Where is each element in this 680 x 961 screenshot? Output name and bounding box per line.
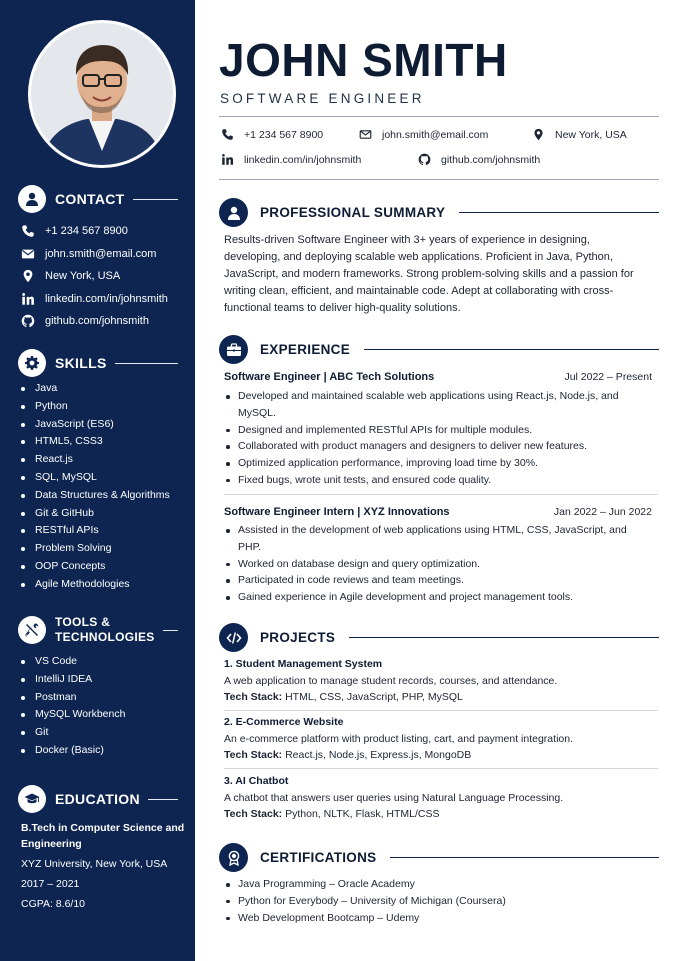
- list-item: Gained experience in Agile development and project management tools.: [224, 589, 644, 606]
- header-phone: +1 234 567 8900: [221, 128, 323, 141]
- avatar: [31, 23, 173, 165]
- divider: [364, 349, 659, 350]
- divider: [219, 116, 659, 117]
- list-item: Docker (Basic): [21, 742, 125, 760]
- divider: [219, 179, 659, 180]
- project-desc: A chatbot that answers user queries using Natural Language Processing.: [224, 791, 564, 804]
- contact-item-linkedin: [21, 288, 168, 311]
- project-title: 2. E-Commerce Website: [224, 716, 344, 728]
- list-item: Assisted in the development of web applications using HTML, CSS, JavaScript, and PHP.: [224, 522, 644, 556]
- education-block: [21, 820, 186, 912]
- contact-title: CONTACT: [55, 191, 125, 207]
- list-item: Agile Methodologies: [21, 576, 170, 594]
- list-item: SQL, MySQL: [21, 469, 170, 487]
- list-item: Java Programming – Oracle Academy: [224, 876, 506, 893]
- tools-title: TOOLS & TECHNOLOGIES: [55, 615, 155, 644]
- skills-heading: [18, 349, 178, 377]
- list-item: IntelliJ IDEA: [21, 671, 125, 689]
- code-icon: [219, 623, 248, 652]
- list-item: Problem Solving: [21, 540, 170, 558]
- graduation-cap-icon: [18, 785, 46, 813]
- job-title: Software Engineer | ABC Tech Solutions: [224, 371, 435, 383]
- header-github: github.com/johnsmith: [418, 153, 540, 166]
- job-bullets: [224, 388, 644, 489]
- list-item: RESTful APIs: [21, 522, 170, 540]
- divider: [133, 199, 179, 200]
- location-icon: [532, 128, 545, 141]
- cgpa: CGPA: 8.6/10: [21, 898, 86, 910]
- school: XYZ University, New York, USA: [21, 858, 168, 870]
- divider: [224, 768, 658, 769]
- gear-icon: [18, 349, 46, 377]
- project-item: [224, 656, 654, 706]
- list-item: React.js: [21, 451, 170, 469]
- list-item: Web Development Bootcamp – Udemy: [224, 910, 506, 927]
- list-item: Developed and maintained scalable web applications using React.js, Node.js, and MySQL.: [224, 388, 644, 422]
- job-bullets: [224, 522, 644, 606]
- tools-list: [21, 653, 125, 760]
- certifications-list: [224, 876, 506, 926]
- education-heading: [18, 785, 178, 813]
- divider: [224, 494, 658, 495]
- divider: [224, 710, 658, 711]
- award-icon: [219, 843, 248, 872]
- list-item: MySQL Workbench: [21, 706, 125, 724]
- list-item: Python for Everybody – University of Michigan (Coursera): [224, 893, 506, 910]
- email-icon: [359, 128, 372, 141]
- user-icon: [219, 198, 248, 227]
- divider: [115, 363, 178, 364]
- list-item: HTML5, CSS3: [21, 433, 170, 451]
- list-item: Python: [21, 398, 170, 416]
- github-icon: [418, 153, 431, 166]
- project-stack: Tech Stack: Python, NLTK, Flask, HTML/CSS: [224, 808, 440, 820]
- divider: [390, 857, 659, 858]
- contact-phone: +1 234 567 8900: [45, 225, 128, 238]
- briefcase-icon: [219, 335, 248, 364]
- project-title: 3. AI Chatbot: [224, 775, 289, 787]
- phone-icon: [21, 224, 35, 238]
- project-item: [224, 773, 654, 823]
- tools-icon: [18, 616, 46, 644]
- projects-heading: [219, 623, 659, 652]
- email-icon: [21, 247, 35, 261]
- list-item: Designed and implemented RESTful APIs for multiple modules.: [224, 422, 644, 439]
- experience-title: EXPERIENCE: [260, 342, 351, 357]
- location-icon: [21, 269, 35, 283]
- certifications-title: CERTIFICATIONS: [260, 850, 377, 865]
- list-item: VS Code: [21, 653, 125, 671]
- sidebar: [0, 0, 195, 961]
- project-stack: Tech Stack: React.js, Node.js, Express.js, MongoDB: [224, 749, 472, 761]
- contact-email: john.smith@email.com: [45, 247, 157, 260]
- header-location: New York, USA: [532, 128, 627, 141]
- divider: [163, 630, 178, 631]
- contact-item-github: [21, 310, 168, 333]
- job-title: Software Engineer Intern | XYZ Innovations: [224, 506, 450, 518]
- divider: [148, 799, 178, 800]
- project-desc: An e-commerce platform with product listing, cart, and payment integration.: [224, 732, 573, 745]
- contact-item-email: [21, 243, 168, 266]
- list-item: Collaborated with product managers and designers to deliver new features.: [224, 438, 644, 455]
- list-item: Java: [21, 380, 170, 398]
- github-icon: [21, 314, 35, 328]
- list-item: Git & GitHub: [21, 505, 170, 523]
- divider: [459, 212, 659, 213]
- project-title: 1. Student Management System: [224, 658, 383, 670]
- project-stack: Tech Stack: HTML, CSS, JavaScript, PHP, MySQL: [224, 691, 463, 703]
- contact-github: github.com/johnsmith: [45, 315, 149, 328]
- contact-item-location: [21, 265, 168, 288]
- list-item: Git: [21, 724, 125, 742]
- user-icon: [18, 185, 46, 213]
- list-item: Participated in code reviews and team meetings.: [224, 572, 644, 589]
- tools-heading: [18, 615, 178, 645]
- projects-title: PROJECTS: [260, 630, 336, 645]
- list-item: Postman: [21, 689, 125, 707]
- project-desc: A web application to manage student records, courses, and attendance.: [224, 674, 558, 687]
- list-item: JavaScript (ES6): [21, 416, 170, 434]
- education-title: EDUCATION: [55, 791, 140, 807]
- skills-list: [21, 380, 170, 594]
- education-years: 2017 – 2021: [21, 878, 80, 890]
- header-email: john.smith@email.com: [359, 128, 488, 141]
- experience-heading: [219, 335, 659, 364]
- contact-list: [21, 220, 168, 333]
- linkedin-icon: [21, 292, 35, 306]
- skills-title: SKILLS: [55, 355, 107, 371]
- list-item: OOP Concepts: [21, 558, 170, 576]
- summary-title: PROFESSIONAL SUMMARY: [260, 205, 446, 220]
- linkedin-icon: [221, 153, 234, 166]
- phone-icon: [221, 128, 234, 141]
- project-item: [224, 714, 654, 764]
- contact-item-phone: [21, 220, 168, 243]
- degree: B.Tech in Computer Science and Engineering: [21, 822, 185, 850]
- header-linkedin: linkedin.com/in/johnsmith: [221, 153, 361, 166]
- job-role: SOFTWARE ENGINEER: [220, 91, 425, 106]
- summary-heading: [219, 198, 659, 227]
- job-dates: Jul 2022 – Present: [564, 371, 652, 383]
- list-item: Data Structures & Algorithms: [21, 487, 170, 505]
- certifications-heading: [219, 843, 659, 872]
- list-item: Worked on database design and query optimization.: [224, 556, 644, 573]
- job-dates: Jan 2022 – Jun 2022: [553, 506, 652, 518]
- divider: [349, 637, 659, 638]
- contact-location: New York, USA: [45, 270, 121, 283]
- summary-text: Results-driven Software Engineer with 3+ years of experience in designing, developing, and deploying scalable web applications. Proficient in Java, Python, JavaScript, and modern frameworks. Strong problem-solving skills and a passion for writing clean, efficient, and maintainable code. Adept at collaborating with cross-functional teams to deliver high-quality solutions.: [224, 234, 634, 314]
- page-title: JOHN SMITH: [219, 34, 508, 86]
- profile-photo: [28, 20, 176, 168]
- contact-heading: [18, 185, 178, 213]
- contact-linkedin: linkedin.com/in/johnsmith: [45, 292, 168, 305]
- list-item: Fixed bugs, wrote unit tests, and ensured code quality.: [224, 472, 644, 489]
- list-item: Optimized application performance, improving load time by 30%.: [224, 455, 644, 472]
